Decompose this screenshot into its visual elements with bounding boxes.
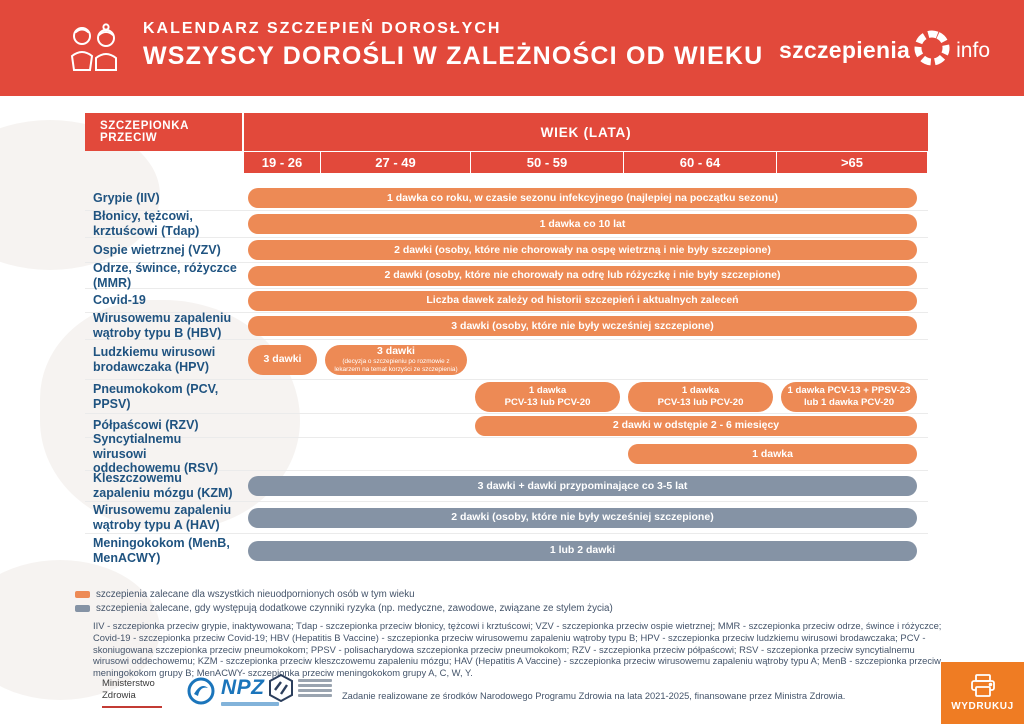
dose-bar [248,541,917,561]
row-bars [243,289,928,312]
legend-label: szczepienia zalecane, gdy występują dodatkowe czynniki ryzyka (np. medyczne, zawodowe, związane ze stylem życia) [96,603,613,614]
legend-swatch-orange [75,591,90,598]
table-row [85,260,928,290]
row-bars [243,414,928,437]
printer-icon [970,674,996,698]
legend-swatch-gray [75,605,90,612]
institute-icon [268,674,294,702]
print-button-label: WYDRUKUJ [951,701,1014,712]
dose-bar-text: 3 dawki [263,353,302,366]
table-row [85,431,928,476]
dose-bar-text: 1 dawka co roku, w czasie sezonu infekcyjnego (najlepiej na początku sezonu) [387,191,778,204]
column-header-age: WIEK (LATA) [244,113,928,151]
ministry-line2: Zdrowia [102,689,136,701]
legend-label: szczepienia zalecane dla wszystkich nieuodpornionych osób w tym wieku [96,589,415,600]
row-bars [243,534,928,567]
npz-icon [186,676,216,706]
row-label: Wirusowemu zapaleniu wątroby typu A (HAV) [93,502,232,532]
dose-bar-text: 1 dawka [681,385,720,397]
funding-note: Zadanie realizowane ze środków Narodowego Programu Zdrowia na lata 2021-2025, finansowane przez Ministra Zdrowia. [342,691,846,701]
dose-bar-text: 3 dawki (osoby, które nie były wcześniej szczepione) [451,319,714,332]
legend [75,589,613,617]
table-row [85,502,928,534]
table-row [85,340,928,380]
institute-text-lines [298,677,332,699]
abbreviations-footnote: IIV - szczepionka przeciw grypie, inaktywowana; Tdap - szczepionka przeciw błonicy, tężcowi i krztuścowi; VZV - szczepionka przeciw ospie wietrznej; MMR - szczepionka przeciw odrze, śwince i różyczce; Covid-19 - szczepionka przeciw Covid-19; HBV (Hepatitis B Vaccine) - szczepionka przeciw wirusowemu zapaleniu wątroby typu B; HPV - szczepionka przeciw ludzkiemu wirusowi brodawczaka; PCV - skoniugowana szczepionka przeciw pneumokokom; PPSV - polisacharydowa szczepionka przeciw pneumokokom; RZV - szczepionka przeciw półpaścowi; RSV - szczepionka przeciw syncytialnemu wirusowi oddechowemu; KZM - szczepionka przeciw kleszczowemu zapaleniu mózgu; HAV (Hepatitis A Vaccine) - szczepionka przeciw wirusowemu zapaleniu wątroby typu A; MenB - szczepionka przeciw meningokokom grupy B; MenACWY- szczepionka przeciw meningokokom grupy A, C, W, Y. [93,620,942,678]
table-row [85,289,928,313]
dose-bar-text: 1 dawka [752,447,793,460]
header-banner [0,0,1024,96]
dose-bar-text: 1 dawka [528,385,567,397]
npz-subtext-bar [221,702,279,706]
row-label: Grypie (IIV) [93,190,160,205]
row-label: Kleszczowemu zapaleniu mózgu (KZM) [93,471,233,500]
row-bars [243,263,928,288]
dose-bar-text: 1 dawka co 10 lat [539,217,626,230]
page-subtitle: KALENDARZ SZCZEPIEŃ DOROSŁYCH [143,20,502,37]
two-people-icon [66,22,122,79]
ministry-underline [102,706,162,708]
legend-item-risk-factors [75,603,613,614]
dose-bar-subtext: (decyzja o szczepieniu po rozmowie z lekarzem na temat korzyści ze szczepienia) [334,357,458,373]
logo-info-text: info [956,38,990,62]
column-header-vaccine: SZCZEPIONKA PRZECIW [85,113,242,151]
row-bars [243,380,928,413]
row-bars [243,340,928,379]
row-label: Odrze, śwince, różyczce (MMR) [93,260,237,290]
npz-text: NPZ [221,676,265,699]
table-row [85,313,928,340]
dose-bar [248,291,917,311]
table-row [85,471,928,502]
dose-bar-text2: PCV-13 lub PCV-20 [657,396,744,408]
row-bars [243,238,928,262]
row-label: Meningokokom (MenB, MenACWY) [93,535,230,565]
dose-bar-text2: PCV-13 lub PCV-20 [504,396,591,408]
ministry-of-health-logo [102,678,162,708]
dose-bar-text: 2 dawki (osoby, które nie chorowały na odrę lub różyczkę i nie były szczepione) [384,269,781,282]
table-row [85,534,928,567]
age-col-27-49: 27 - 49 [321,152,470,173]
ring-icon [912,28,952,73]
dose-bar-text: 2 dawki w odstępie 2 - 6 miesięcy [612,419,780,432]
row-label: Syncytialnemu wirusowi oddechowemu (RSV) [93,431,219,476]
page-title: WSZYSCY DOROŚLI W ZALEŻNOŚCI OD WIEKU [143,42,764,70]
print-button[interactable] [941,662,1024,724]
dose-bar-text: 3 dawki + dawki przypominające co 3-5 lat [477,479,688,492]
row-bars [243,211,928,237]
row-label: Półpaścowi (RZV) [93,418,199,433]
dose-bar [475,382,620,412]
dose-bar [248,266,917,286]
dose-bar [248,316,917,336]
vaccine-table [85,186,928,567]
national-institute-logo [268,674,332,702]
row-bars [243,502,928,533]
age-col-65plus: >65 [777,152,927,173]
row-label: Błonicy, tężcowi, krztuścowi (Tdap) [93,209,200,238]
row-label: Pneumokokom (PCV, PPSV) [93,381,219,411]
dose-bar [248,240,917,260]
dose-bar-text: 2 dawki (osoby, które nie chorowały na ospę wietrzną i nie były szczepione) [394,243,771,256]
row-label: Ospie wietrznej (VZV) [93,242,221,257]
dose-bar [248,214,917,234]
row-bars [243,438,928,470]
dose-bar [248,345,317,375]
table-row [85,238,928,263]
ministry-line1: Ministerstwo [102,678,155,689]
dose-bar [628,382,773,412]
dose-bar [325,345,467,375]
dose-bar-text: 2 dawki (osoby, które nie były wcześniej szczepione) [451,511,714,524]
row-bars [243,313,928,339]
age-columns-header [244,152,928,173]
table-row [85,211,928,238]
dose-bar-text: Liczba dawek zależy od historii szczepień i aktualnych zaleceń [426,294,739,307]
table-row [85,380,928,414]
npz-logo [186,676,279,706]
szczepienia-info-logo [779,28,990,73]
table-row [85,186,928,211]
age-col-19-26: 19 - 26 [244,152,320,173]
page-title-block [143,20,763,71]
dose-bar-text: 3 dawki [377,345,415,358]
row-bars [243,471,928,501]
dose-bar [248,508,917,528]
row-bars [243,186,928,210]
dose-bar [248,476,917,496]
row-label: Covid-19 [93,293,146,308]
row-label: Ludzkiemu wirusowi brodawczaka (HPV) [93,344,216,374]
row-label: Wirusowemu zapaleniu wątroby typu B (HBV) [93,311,232,340]
legend-item-recommended-all [75,589,613,600]
age-col-60-64: 60 - 64 [624,152,776,173]
dose-bar-text: 1 dawka PCV-13 + PPSV-23 [787,385,911,397]
dose-bar [475,416,917,436]
dose-bar-text: 1 lub 2 dawki [549,544,616,557]
age-col-50-59: 50 - 59 [471,152,623,173]
dose-bar-text2: lub 1 dawka PCV-20 [803,396,895,408]
dose-bar [248,188,917,208]
dose-bar [781,382,917,412]
logo-text: szczepienia [779,37,911,63]
dose-bar [628,444,917,464]
footer [0,664,1024,724]
